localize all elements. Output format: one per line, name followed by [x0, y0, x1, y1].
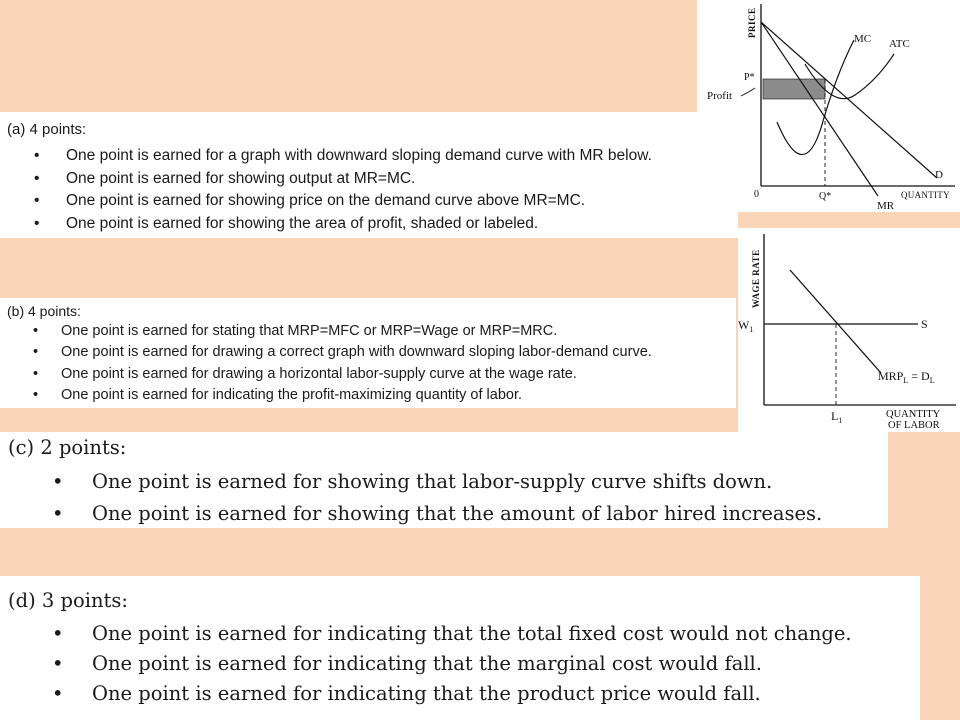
profit-pointer-arrow [741, 88, 755, 96]
p-star-label: P* [744, 72, 755, 83]
section-d-item: • One point is earned for indicating that the marginal cost would fall. [92, 649, 852, 679]
section-c-item: • One point is earned for showing that the amount of labor hired increases. [92, 498, 822, 530]
labor-demand-curve [790, 270, 881, 373]
demand-curve [761, 22, 937, 178]
w1-letter: W [738, 318, 750, 332]
q-star-label: Q* [819, 191, 832, 202]
section-a-panel [0, 112, 738, 238]
section-d-item: • One point is earned for indicating that the product price would fall. [92, 679, 852, 709]
section-b-item: • One point is earned for drawing a horizontal labor-supply curve at the wage rate. [61, 364, 652, 385]
section-b-item: • One point is earned for indicating the profit-maximizing quantity of labor. [61, 385, 652, 406]
mr-label: MR [877, 200, 895, 212]
monopoly-graph-svg [697, 0, 960, 212]
section-d-heading: (d) 3 points: [8, 589, 128, 612]
section-c-item: • One point is earned for showing that labor-supply curve shifts down. [92, 466, 822, 498]
mrp-demand-label [878, 369, 935, 385]
mr-curve [761, 22, 878, 196]
section-d-item: • One point is earned for indicating that the total fixed cost would not change. [92, 619, 852, 649]
section-c-heading: (c) 2 points: [8, 436, 127, 459]
section-a-heading: (a) 4 points: [7, 121, 87, 138]
section-c-list [92, 466, 822, 530]
section-a-item: • One point is earned for a graph with downward sloping demand curve with MR below. [66, 145, 652, 168]
section-a-item: • One point is earned for showing the area of profit, shaded or labeled. [66, 213, 652, 236]
profit-area [763, 79, 825, 99]
atc-label: ATC [889, 38, 910, 50]
demand-equals-text: = D [908, 369, 930, 383]
wage-axis-label: WAGE RATE [751, 249, 761, 308]
l1-letter: L [831, 409, 839, 423]
w1-subscript: 1 [749, 325, 754, 334]
demand-subscript: L [929, 376, 935, 385]
demand-label: D [935, 169, 943, 181]
labor-graph-svg [738, 228, 960, 432]
section-a-list [66, 145, 652, 236]
section-d-panel [0, 576, 920, 720]
l1-label [831, 409, 842, 425]
profit-label: Profit [707, 90, 733, 102]
origin-label: 0 [754, 189, 759, 200]
price-axis-label: PRICE [747, 7, 757, 38]
supply-label: S [921, 317, 928, 331]
w1-label [738, 318, 753, 334]
labor-axis-label-line1: QUANTITY [886, 409, 941, 420]
l1-subscript: 1 [838, 416, 843, 425]
mrp-text: MRP [878, 369, 904, 383]
section-b-list [61, 321, 652, 406]
quantity-axis-label: QUANTITY [901, 190, 950, 200]
section-a-item: • One point is earned for showing price on the demand curve above MR=MC. [66, 190, 652, 213]
section-b-item: • One point is earned for drawing a correct graph with downward sloping labor-demand curve. [61, 342, 652, 363]
section-b-panel [0, 298, 736, 408]
section-b-item: • One point is earned for stating that MRP=MFC or MRP=Wage or MRP=MRC. [61, 321, 652, 342]
section-d-list [92, 619, 852, 709]
mrp-subscript: L [903, 376, 909, 385]
monopoly-profit-graph [697, 0, 960, 212]
labor-axis-label-line2: OF LABOR [888, 420, 940, 431]
section-b-heading: (b) 4 points: [7, 303, 81, 319]
section-c-panel [0, 432, 888, 528]
mc-label: MC [854, 33, 872, 45]
section-a-item: • One point is earned for showing output at MR=MC. [66, 168, 652, 191]
labor-market-graph [738, 228, 960, 432]
